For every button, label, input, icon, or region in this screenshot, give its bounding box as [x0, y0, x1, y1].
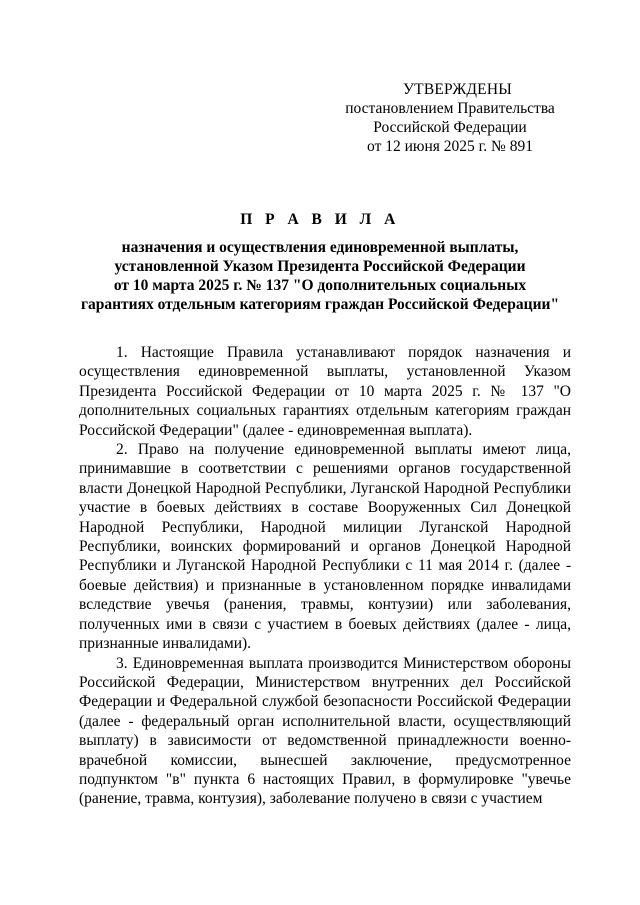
paragraph-1: 1. Настоящие Правила устанавливают порядок назначения и осуществления единовременной выплаты, установленной Указом Президента Российской Федерации от 10 марта 2025 г. № 137 "О дополнительных социальных гарантиях отдельным категориям граждан Российской Федерации" (далее - единовременная выплата).: [79, 344, 571, 439]
paragraph-3: 3. Единовременная выплата производится Министерством обороны Российской Федерации, Министерством внутренних дел Российской Федерации и Федеральной службой безопасности Российской Федерации (далее - федеральный орган исполнительной власти, осуществляющий выплату) в зависимости от ведомственной принадлежности военно-врачебной комиссии, вынесшей заключение, предусмотренное подпунктом "в" пункта 6 настоящих Правил, в формулировке "увечье (ранение, травма, контузия), заболевание получено в связи с участием: [79, 654, 571, 808]
approval-line: постановлением Правительства: [345, 100, 555, 117]
document-title: П Р А В И Л А: [240, 211, 400, 228]
approval-stamp: [340, 80, 580, 156]
paragraph-2: 2. Право на получение единовременной выплаты имеют лица, принимавшие в соответствии с решениями органов государственной власти Донецкой Народной Республики, Луганской Народной Республики участие в боевых действиях в составе Вооруженных Сил Донецкой Народной Республики, Народной милиции Луганской Народной Республики, воинских формирований и органов Донецкой Народной Республики и Луганской Народной Республики с 11 мая 2014 г. (далее - боевые действия) и признанные в установленном порядке инвалидами вследствие увечья (ранения, травмы, контузии) или заболевания, полученных ими в связи с участием в боевых действиях (далее - лица, признанные инвалидами).: [79, 441, 571, 653]
title-block: [0, 211, 640, 314]
document-body: [79, 343, 571, 809]
approval-heading: УТВЕРЖДЕНЫ: [403, 81, 512, 98]
subtitle-line: гарантиях отдельным категориям граждан Российской Федерации": [80, 296, 560, 313]
approval-line: Российской Федерации: [373, 119, 527, 136]
subtitle-line: установленной Указом Президента Российской Федерации: [114, 258, 526, 275]
document-subtitle: [0, 238, 640, 314]
subtitle-line: назначения и осуществления единовременной выплаты,: [121, 239, 519, 256]
subtitle-line: от 10 марта 2025 г. № 137 "О дополнительных социальных: [113, 277, 527, 294]
approval-line: от 12 июня 2025 г. № 891: [367, 138, 533, 155]
